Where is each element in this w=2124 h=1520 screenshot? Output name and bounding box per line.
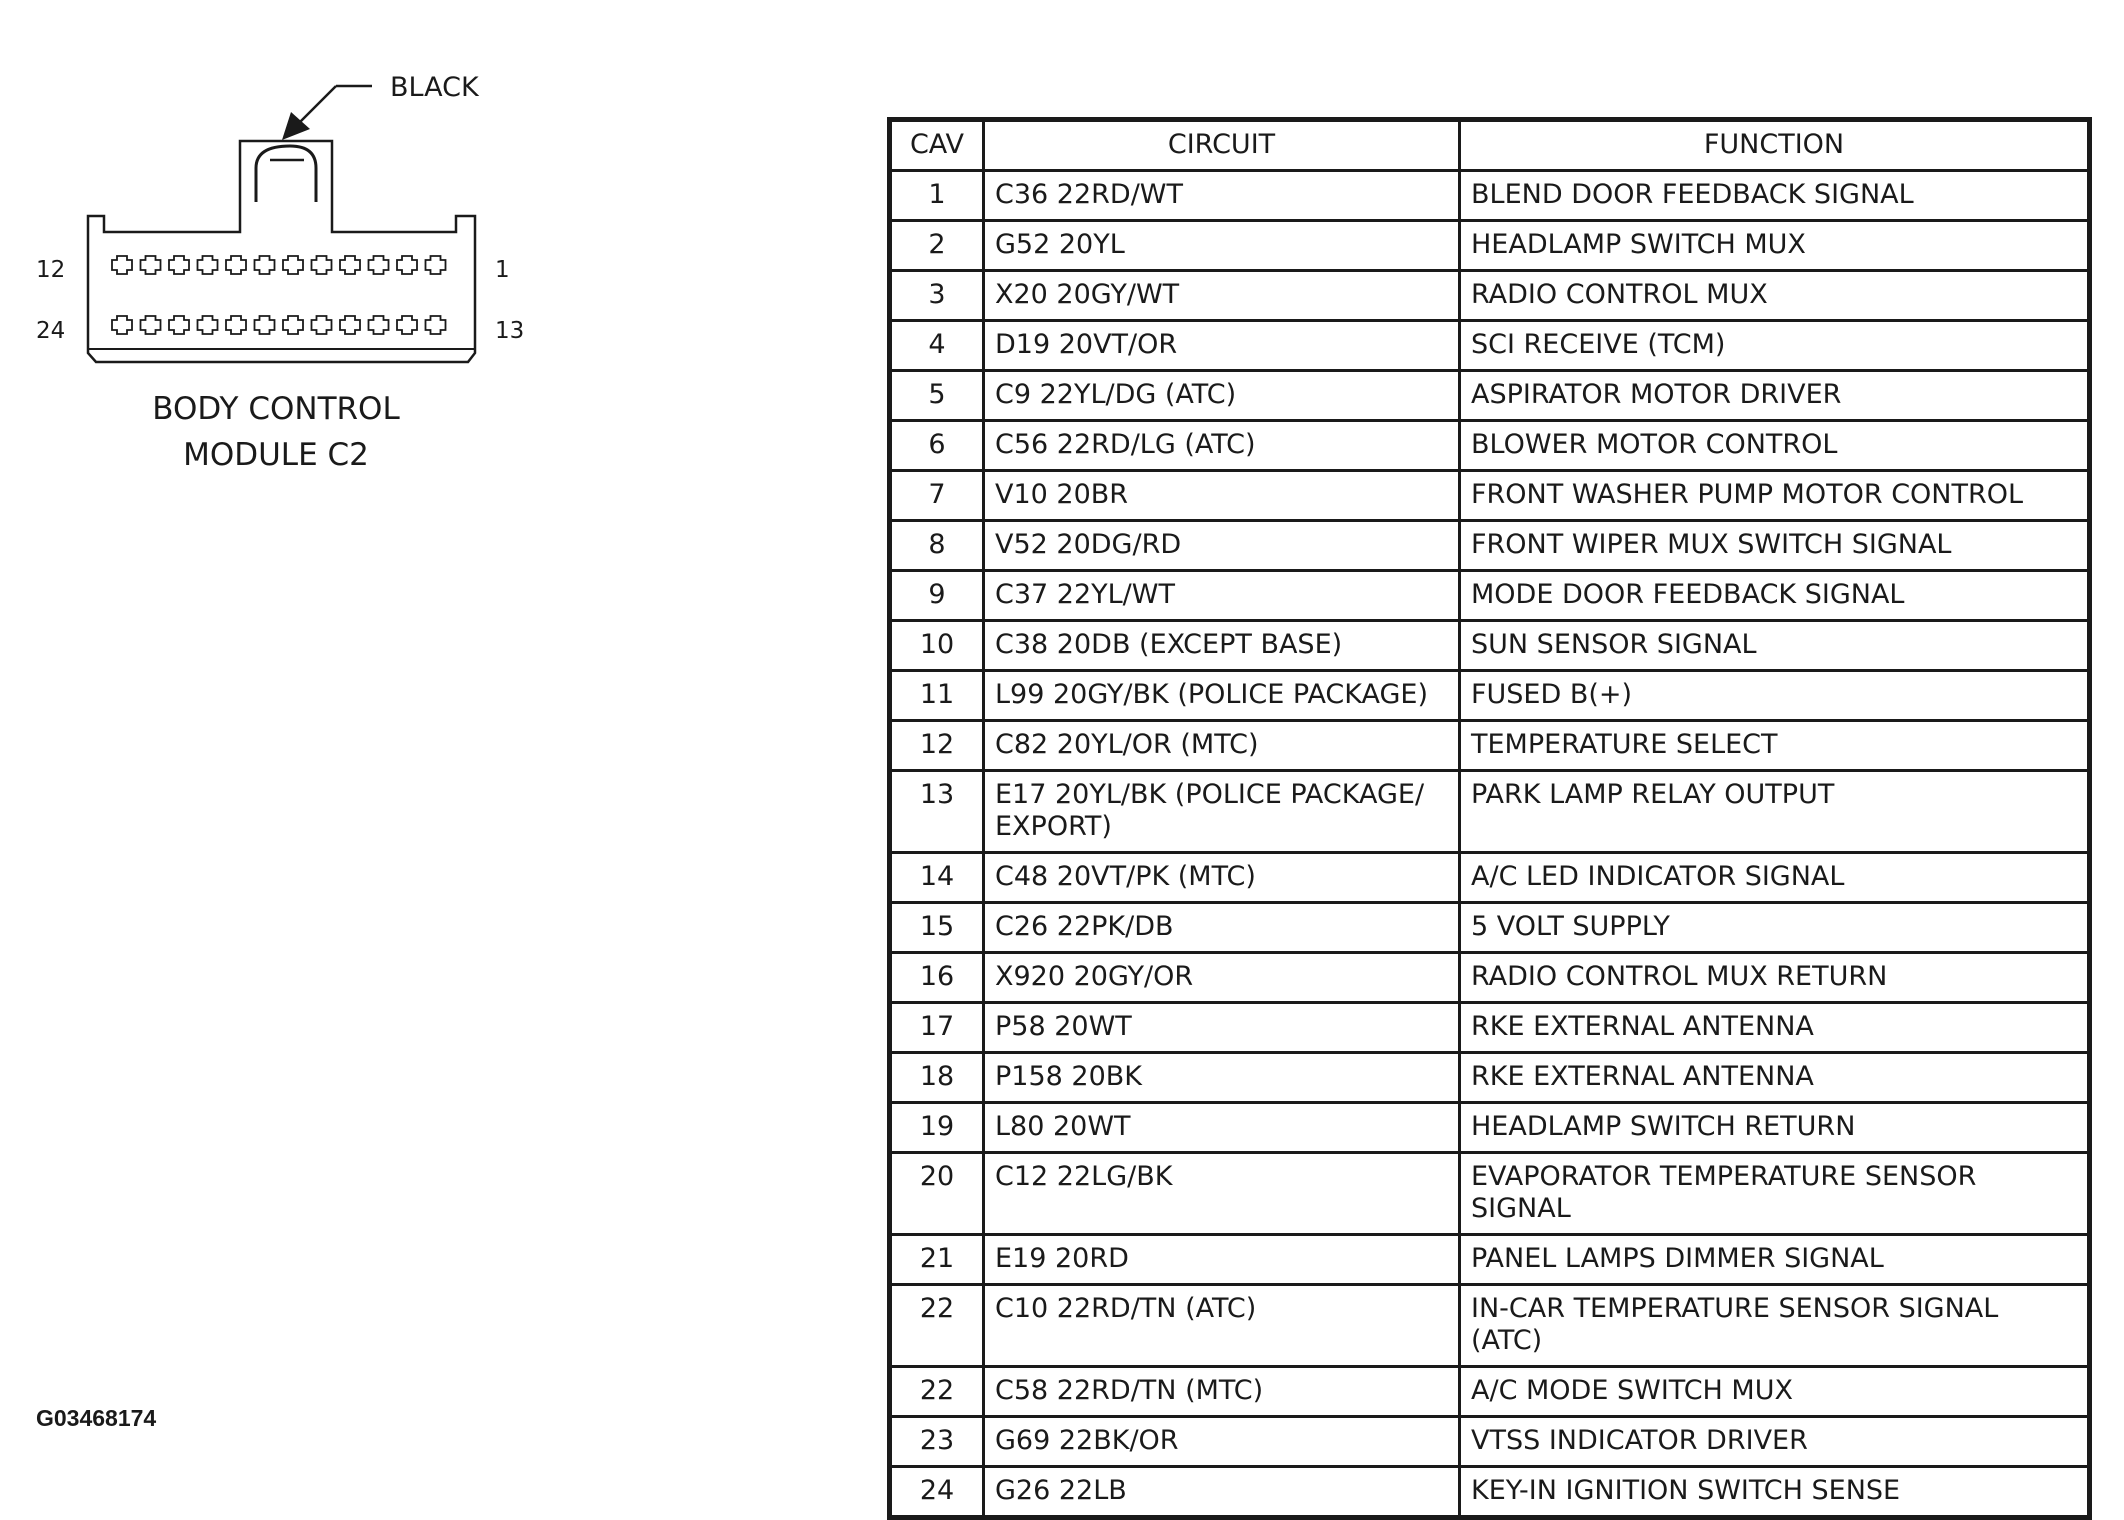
table-row: [890, 1053, 2090, 1103]
table-row: [890, 471, 2090, 521]
table-row: [890, 1153, 2090, 1235]
header-cav: CAV: [890, 120, 984, 171]
cav-cell: 22: [890, 1285, 984, 1367]
terminal-cavity: [283, 316, 303, 334]
cav-cell: 18: [890, 1053, 984, 1103]
function-cell: HEADLAMP SWITCH MUX: [1460, 221, 2090, 271]
terminal-cavity: [141, 256, 161, 274]
cav-cell: 13: [890, 771, 984, 853]
table-row: [890, 671, 2090, 721]
table-row: [890, 1367, 2090, 1417]
table-row: [890, 771, 2090, 853]
black-tab: [256, 146, 316, 202]
table-row: [890, 1103, 2090, 1153]
circuit-cell: E17 20YL/BK (POLICE PACKAGE/ EXPORT): [984, 771, 1460, 853]
terminal-cavity: [169, 256, 189, 274]
function-cell: FRONT WASHER PUMP MOTOR CONTROL: [1460, 471, 2090, 521]
cav-cell: 11: [890, 671, 984, 721]
circuit-cell: C58 22RD/TN (MTC): [984, 1367, 1460, 1417]
circuit-cell: C56 22RD/LG (ATC): [984, 421, 1460, 471]
circuit-cell: V10 20BR: [984, 471, 1460, 521]
terminal-cavity: [397, 316, 417, 334]
cav-cell: 3: [890, 271, 984, 321]
function-cell: FUSED B(+): [1460, 671, 2090, 721]
function-cell: BLOWER MOTOR CONTROL: [1460, 421, 2090, 471]
cav-cell: 12: [890, 721, 984, 771]
terminal-cavity: [312, 316, 332, 334]
terminal-cavity: [141, 316, 161, 334]
pinout-table: [887, 117, 2092, 1520]
table-row: [890, 1285, 2090, 1367]
terminal-cavity: [397, 256, 417, 274]
table-row: [890, 571, 2090, 621]
circuit-cell: L99 20GY/BK (POLICE PACKAGE): [984, 671, 1460, 721]
terminal-cavity: [340, 316, 360, 334]
function-cell: A/C LED INDICATOR SIGNAL: [1460, 853, 2090, 903]
function-cell: PARK LAMP RELAY OUTPUT: [1460, 771, 2090, 853]
circuit-cell: C82 20YL/OR (MTC): [984, 721, 1460, 771]
circuit-cell: X20 20GY/WT: [984, 271, 1460, 321]
function-cell: A/C MODE SWITCH MUX: [1460, 1367, 2090, 1417]
cav-cell: 7: [890, 471, 984, 521]
connector-diagram: [0, 0, 540, 500]
circuit-cell: C37 22YL/WT: [984, 571, 1460, 621]
function-cell: HEADLAMP SWITCH RETURN: [1460, 1103, 2090, 1153]
cav-cell: 24: [890, 1467, 984, 1518]
function-cell: BLEND DOOR FEEDBACK SIGNAL: [1460, 171, 2090, 221]
function-cell: FRONT WIPER MUX SWITCH SIGNAL: [1460, 521, 2090, 571]
circuit-cell: C38 20DB (EXCEPT BASE): [984, 621, 1460, 671]
cav-cell: 17: [890, 1003, 984, 1053]
circuit-cell: L80 20WT: [984, 1103, 1460, 1153]
pin-label-24: 24: [36, 318, 66, 344]
cav-cell: 21: [890, 1235, 984, 1285]
circuit-cell: G52 20YL: [984, 221, 1460, 271]
circuit-cell: C12 22LG/BK: [984, 1153, 1460, 1235]
table-row: [890, 421, 2090, 471]
function-cell: EVAPORATOR TEMPERATURE SENSOR SIGNAL: [1460, 1153, 2090, 1235]
terminal-cavity: [226, 316, 246, 334]
function-cell: RADIO CONTROL MUX: [1460, 271, 2090, 321]
circuit-cell: P58 20WT: [984, 1003, 1460, 1053]
circuit-cell: D19 20VT/OR: [984, 321, 1460, 371]
terminal-cavity: [169, 316, 189, 334]
circuit-cell: C36 22RD/WT: [984, 171, 1460, 221]
table-row: [890, 221, 2090, 271]
terminal-cavity: [312, 256, 332, 274]
circuit-cell: P158 20BK: [984, 1053, 1460, 1103]
function-cell: TEMPERATURE SELECT: [1460, 721, 2090, 771]
circuit-cell: V52 20DG/RD: [984, 521, 1460, 571]
terminal-cavity: [112, 316, 132, 334]
circuit-cell: G26 22LB: [984, 1467, 1460, 1518]
cav-cell: 5: [890, 371, 984, 421]
table-row: [890, 621, 2090, 671]
terminal-cavity: [369, 256, 389, 274]
terminal-cavity: [198, 256, 218, 274]
cav-cell: 23: [890, 1417, 984, 1467]
connector-color-label: BLACK: [390, 72, 479, 103]
table-row: [890, 1417, 2090, 1467]
cav-cell: 19: [890, 1103, 984, 1153]
table-row: [890, 521, 2090, 571]
cav-cell: 8: [890, 521, 984, 571]
function-cell: IN-CAR TEMPERATURE SENSOR SIGNAL (ATC): [1460, 1285, 2090, 1367]
function-cell: SCI RECEIVE (TCM): [1460, 321, 2090, 371]
cav-cell: 2: [890, 221, 984, 271]
function-cell: RKE EXTERNAL ANTENNA: [1460, 1053, 2090, 1103]
terminal-cavity: [255, 256, 275, 274]
function-cell: PANEL LAMPS DIMMER SIGNAL: [1460, 1235, 2090, 1285]
table-row: [890, 903, 2090, 953]
table-row: [890, 371, 2090, 421]
header-circuit: CIRCUIT: [984, 120, 1460, 171]
function-cell: MODE DOOR FEEDBACK SIGNAL: [1460, 571, 2090, 621]
circuit-cell: X920 20GY/OR: [984, 953, 1460, 1003]
cav-cell: 10: [890, 621, 984, 671]
circuit-cell: C10 22RD/TN (ATC): [984, 1285, 1460, 1367]
pin-label-12: 12: [36, 257, 66, 283]
function-cell: VTSS INDICATOR DRIVER: [1460, 1417, 2090, 1467]
cav-cell: 16: [890, 953, 984, 1003]
header-function: FUNCTION: [1460, 120, 2090, 171]
terminal-cavity: [255, 316, 275, 334]
circuit-cell: C48 20VT/PK (MTC): [984, 853, 1460, 903]
table-body: [890, 171, 2090, 1518]
terminal-cavity: [198, 316, 218, 334]
terminal-row-top: [112, 256, 446, 274]
table-row: [890, 953, 2090, 1003]
connector-name-line1: BODY CONTROL: [152, 391, 400, 427]
connector-name-line2: MODULE C2: [183, 437, 369, 473]
figure-id: G03468174: [36, 1405, 157, 1431]
circuit-cell: C26 22PK/DB: [984, 903, 1460, 953]
table-row: [890, 1467, 2090, 1518]
circuit-cell: C9 22YL/DG (ATC): [984, 371, 1460, 421]
pin-label-13: 13: [495, 318, 525, 344]
cav-cell: 20: [890, 1153, 984, 1235]
terminal-cavity: [369, 316, 389, 334]
cav-cell: 15: [890, 903, 984, 953]
circuit-cell: G69 22BK/OR: [984, 1417, 1460, 1467]
function-cell: ASPIRATOR MOTOR DRIVER: [1460, 371, 2090, 421]
pin-label-1: 1: [495, 257, 510, 283]
table-row: [890, 853, 2090, 903]
terminal-cavity: [226, 256, 246, 274]
function-cell: 5 VOLT SUPPLY: [1460, 903, 2090, 953]
terminal-row-bottom: [112, 316, 446, 334]
terminal-cavity: [112, 256, 132, 274]
function-cell: RKE EXTERNAL ANTENNA: [1460, 1003, 2090, 1053]
cav-cell: 6: [890, 421, 984, 471]
table-row: [890, 1235, 2090, 1285]
function-cell: SUN SENSOR SIGNAL: [1460, 621, 2090, 671]
terminal-cavity: [426, 256, 446, 274]
table-row: [890, 721, 2090, 771]
terminal-cavity: [426, 316, 446, 334]
terminal-cavity: [340, 256, 360, 274]
cav-cell: 4: [890, 321, 984, 371]
terminal-cavity: [283, 256, 303, 274]
circuit-cell: E19 20RD: [984, 1235, 1460, 1285]
table-row: [890, 271, 2090, 321]
cav-cell: 1: [890, 171, 984, 221]
cav-cell: 14: [890, 853, 984, 903]
table-row: [890, 321, 2090, 371]
function-cell: KEY-IN IGNITION SWITCH SENSE: [1460, 1467, 2090, 1518]
table-header-row: [890, 120, 2090, 171]
cav-cell: 9: [890, 571, 984, 621]
cav-cell: 22: [890, 1367, 984, 1417]
function-cell: RADIO CONTROL MUX RETURN: [1460, 953, 2090, 1003]
table-row: [890, 1003, 2090, 1053]
table-row: [890, 171, 2090, 221]
